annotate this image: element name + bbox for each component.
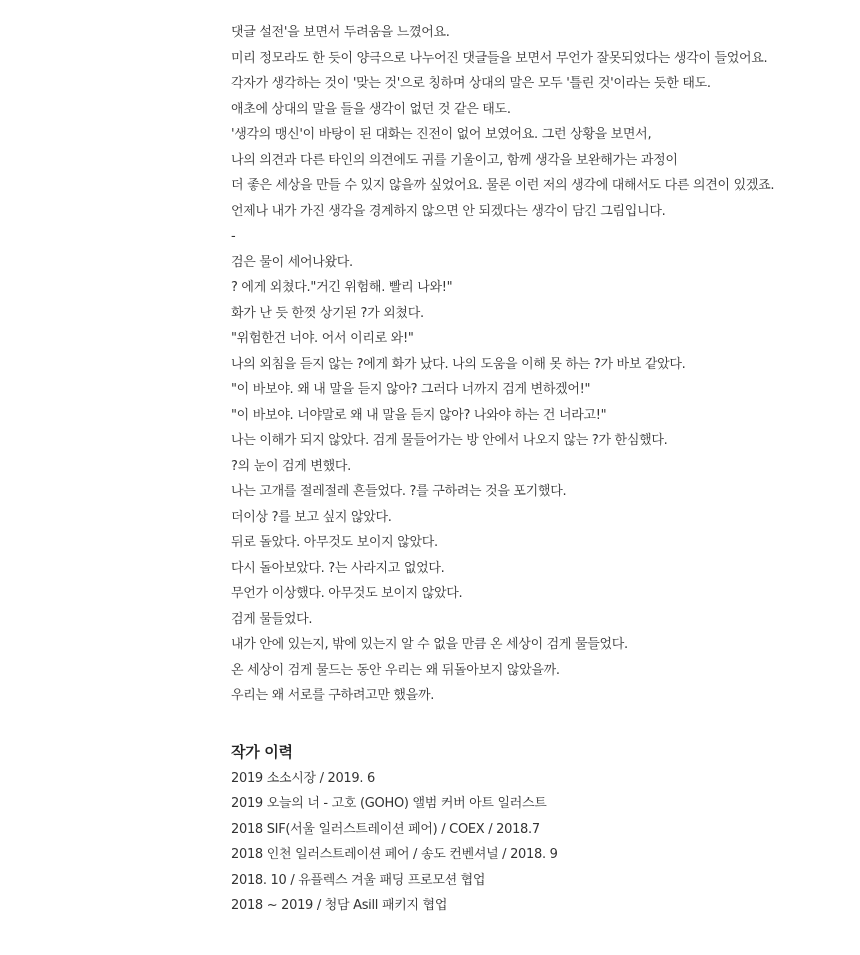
- statement-line: 언제나 내가 가진 생각을 경계하지 않으면 안 되겠다는 생각이 담긴 그림입니다.: [231, 203, 666, 219]
- statement-line: 댓글 설전'을 보면서 두려움을 느꼈어요.: [231, 25, 450, 40]
- story-line: 뒤로 돌았다. 아무것도 보이지 않았다.: [231, 535, 438, 550]
- statement-line: 애초에 상대의 말을 들을 생각이 없던 것 같은 태도.: [231, 101, 511, 117]
- history-item: 2018 ~ 2019 / 청담 Asill 패키지 협업: [231, 898, 448, 913]
- artist-statement: [231, 20, 851, 919]
- story-line: 온 세상이 검게 물드는 동안 우리는 왜 뒤돌아보지 않았을까.: [231, 662, 560, 678]
- history-item: 2019 오늘의 너 - 고호 (GOHO) 앨범 커버 아트 일러스트: [231, 796, 547, 811]
- statement-line: 미리 정모라도 한 듯이 양극으로 나누어진 댓글들을 보면서 무언가 잘못되었다는 생각이 들었어요.: [231, 50, 768, 66]
- story-line: 다시 돌아보았다. ?는 사라지고 없었다.: [231, 560, 445, 576]
- story-line: "위험한건 너야. 어서 이리로 와!": [231, 331, 414, 346]
- story-line: 내가 안에 있는지, 밖에 있는지 알 수 없을 만큼 온 세상이 검게 물들었다.: [231, 637, 628, 652]
- story-line: 나는 이해가 되지 않았다. 검게 물들어가는 방 안에서 나오지 않는 ?가 한심했다.: [231, 433, 668, 448]
- story-line: ?의 눈이 검게 변했다.: [231, 458, 351, 474]
- story-line: 검은 물이 세어나왔다.: [231, 254, 353, 270]
- story-line: "이 바보야. 너야말로 왜 내 말을 듣지 않아? 나와야 하는 건 너라고!": [231, 407, 607, 423]
- story-line: ? 에게 외쳤다."거긴 위험해. 빨리 나와!": [231, 280, 453, 295]
- history-item: 2018. 10 / 유플렉스 겨울 패딩 프로모션 협업: [231, 872, 486, 888]
- statement-line: 각자가 생각하는 것이 '맞는 것'으로 칭하며 상대의 말은 모두 '틀린 것'이라는 듯한 태도.: [231, 76, 711, 91]
- story-line: 화가 난 듯 한껏 상기된 ?가 외쳤다.: [231, 305, 424, 321]
- history-item: 2019 소소시장 / 2019. 6: [231, 770, 376, 786]
- artist-history-list: [231, 766, 851, 919]
- story-line: 나의 외침을 듣지 않는 ?에게 화가 났다. 나의 도움을 이해 못 하는 ?가 바보 같았다.: [231, 356, 686, 372]
- story-line: 검게 물들었다.: [231, 611, 313, 627]
- history-item: 2018 인천 일러스트레이션 페어 / 송도 컨벤셔널 / 2018. 9: [231, 847, 558, 862]
- story-line: "이 바보야. 왜 내 말을 듣지 않아? 그러다 너까지 검게 변하겠어!": [231, 382, 591, 397]
- statement-line: '생각의 맹신'이 바탕이 된 대화는 진전이 없어 보였어요. 그런 상황을 보면서,: [231, 127, 652, 142]
- history-item: 2018 SIF(서울 일러스트레이션 페어) / COEX / 2018.7: [231, 821, 540, 837]
- statement-line: 더 좋은 세상을 만들 수 있지 않을까 싶었어요. 물론 이런 저의 생각에 대해서도 다른 의견이 있겠죠.: [231, 178, 775, 193]
- statement-line: 나의 의견과 다른 타인의 의견에도 귀를 기울이고, 함께 생각을 보완해가는 과정이: [231, 152, 678, 168]
- section-divider-dash: -: [231, 229, 236, 244]
- story-line: 더이상 ?를 보고 싶지 않았다.: [231, 509, 392, 525]
- statement-body: [231, 20, 851, 709]
- story-line: 우리는 왜 서로를 구하려고만 했을까.: [231, 688, 435, 703]
- artist-history-heading: 작가 이력: [231, 742, 293, 761]
- story-line: 무언가 이상했다. 아무것도 보이지 않았다.: [231, 586, 463, 601]
- story-line: 나는 고개를 절레절레 흔들었다. ?를 구하려는 것을 포기했다.: [231, 484, 567, 499]
